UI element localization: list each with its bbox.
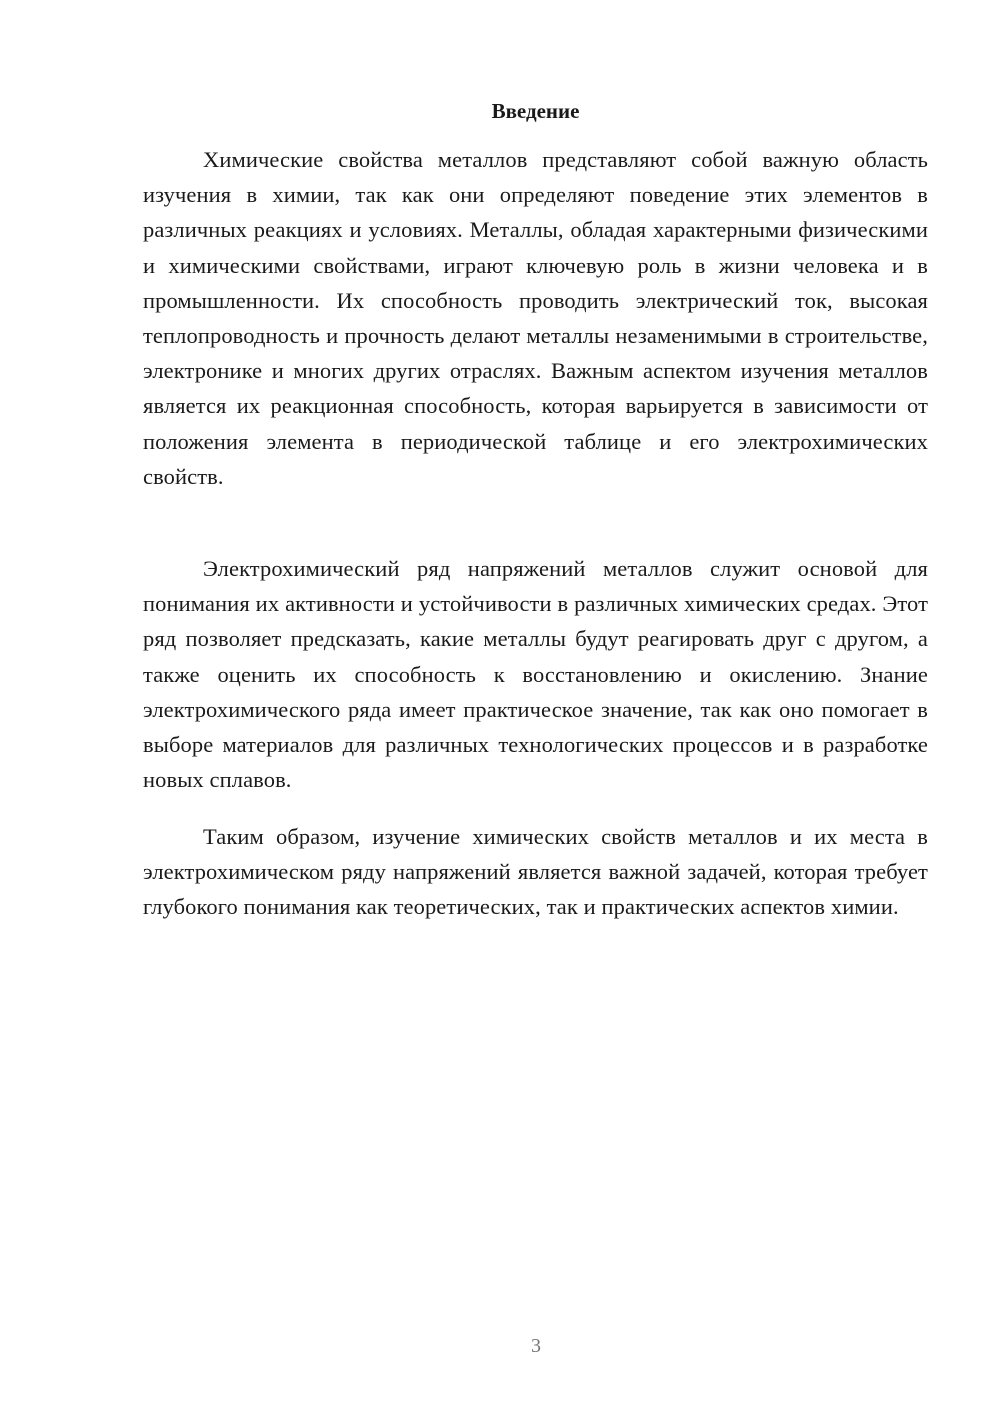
paragraph-2: Электрохимический ряд напряжений металлов служит основой для понимания их активности и устойчивости в различных химических средах. Этот ряд позволяет предсказать, какие металлы будут реагировать друг с другом, а также оценить их способность к восстановлению и окислению. Знание электрохимического ряда имеет практическое значение, так как оно помогает в выборе материалов для различных технологических процессов и в разработке новых сплавов. — [143, 556, 928, 793]
paragraph-3: Таким образом, изучение химических свойств металлов и их места в электрохимическом ряду напряжений является важной задачей, которая требует глубокого понимания как теоретических, так и практических аспектов химии. — [143, 824, 928, 920]
section-title: Введение — [491, 99, 580, 123]
paragraph-1: Химические свойства металлов представляют собой важную область изучения в химии, так как они определяют поведение этих элементов в различных реакциях и условиях. Металлы, обладая характерными физическими и химическими свойствами, играют ключевую роль в жизни человека и в промышленности. Их способность проводить электрический ток, высокая теплопроводность и прочность делают металлы незаменимыми в строительстве, электронике и многих других отраслях. Важным аспектом изучения металлов является их реакционная способность, которая варьируется в зависимости от положения элемента в периодической таблице и его электрохимических свойств. — [143, 147, 928, 489]
page-number: 3 — [531, 1335, 541, 1357]
